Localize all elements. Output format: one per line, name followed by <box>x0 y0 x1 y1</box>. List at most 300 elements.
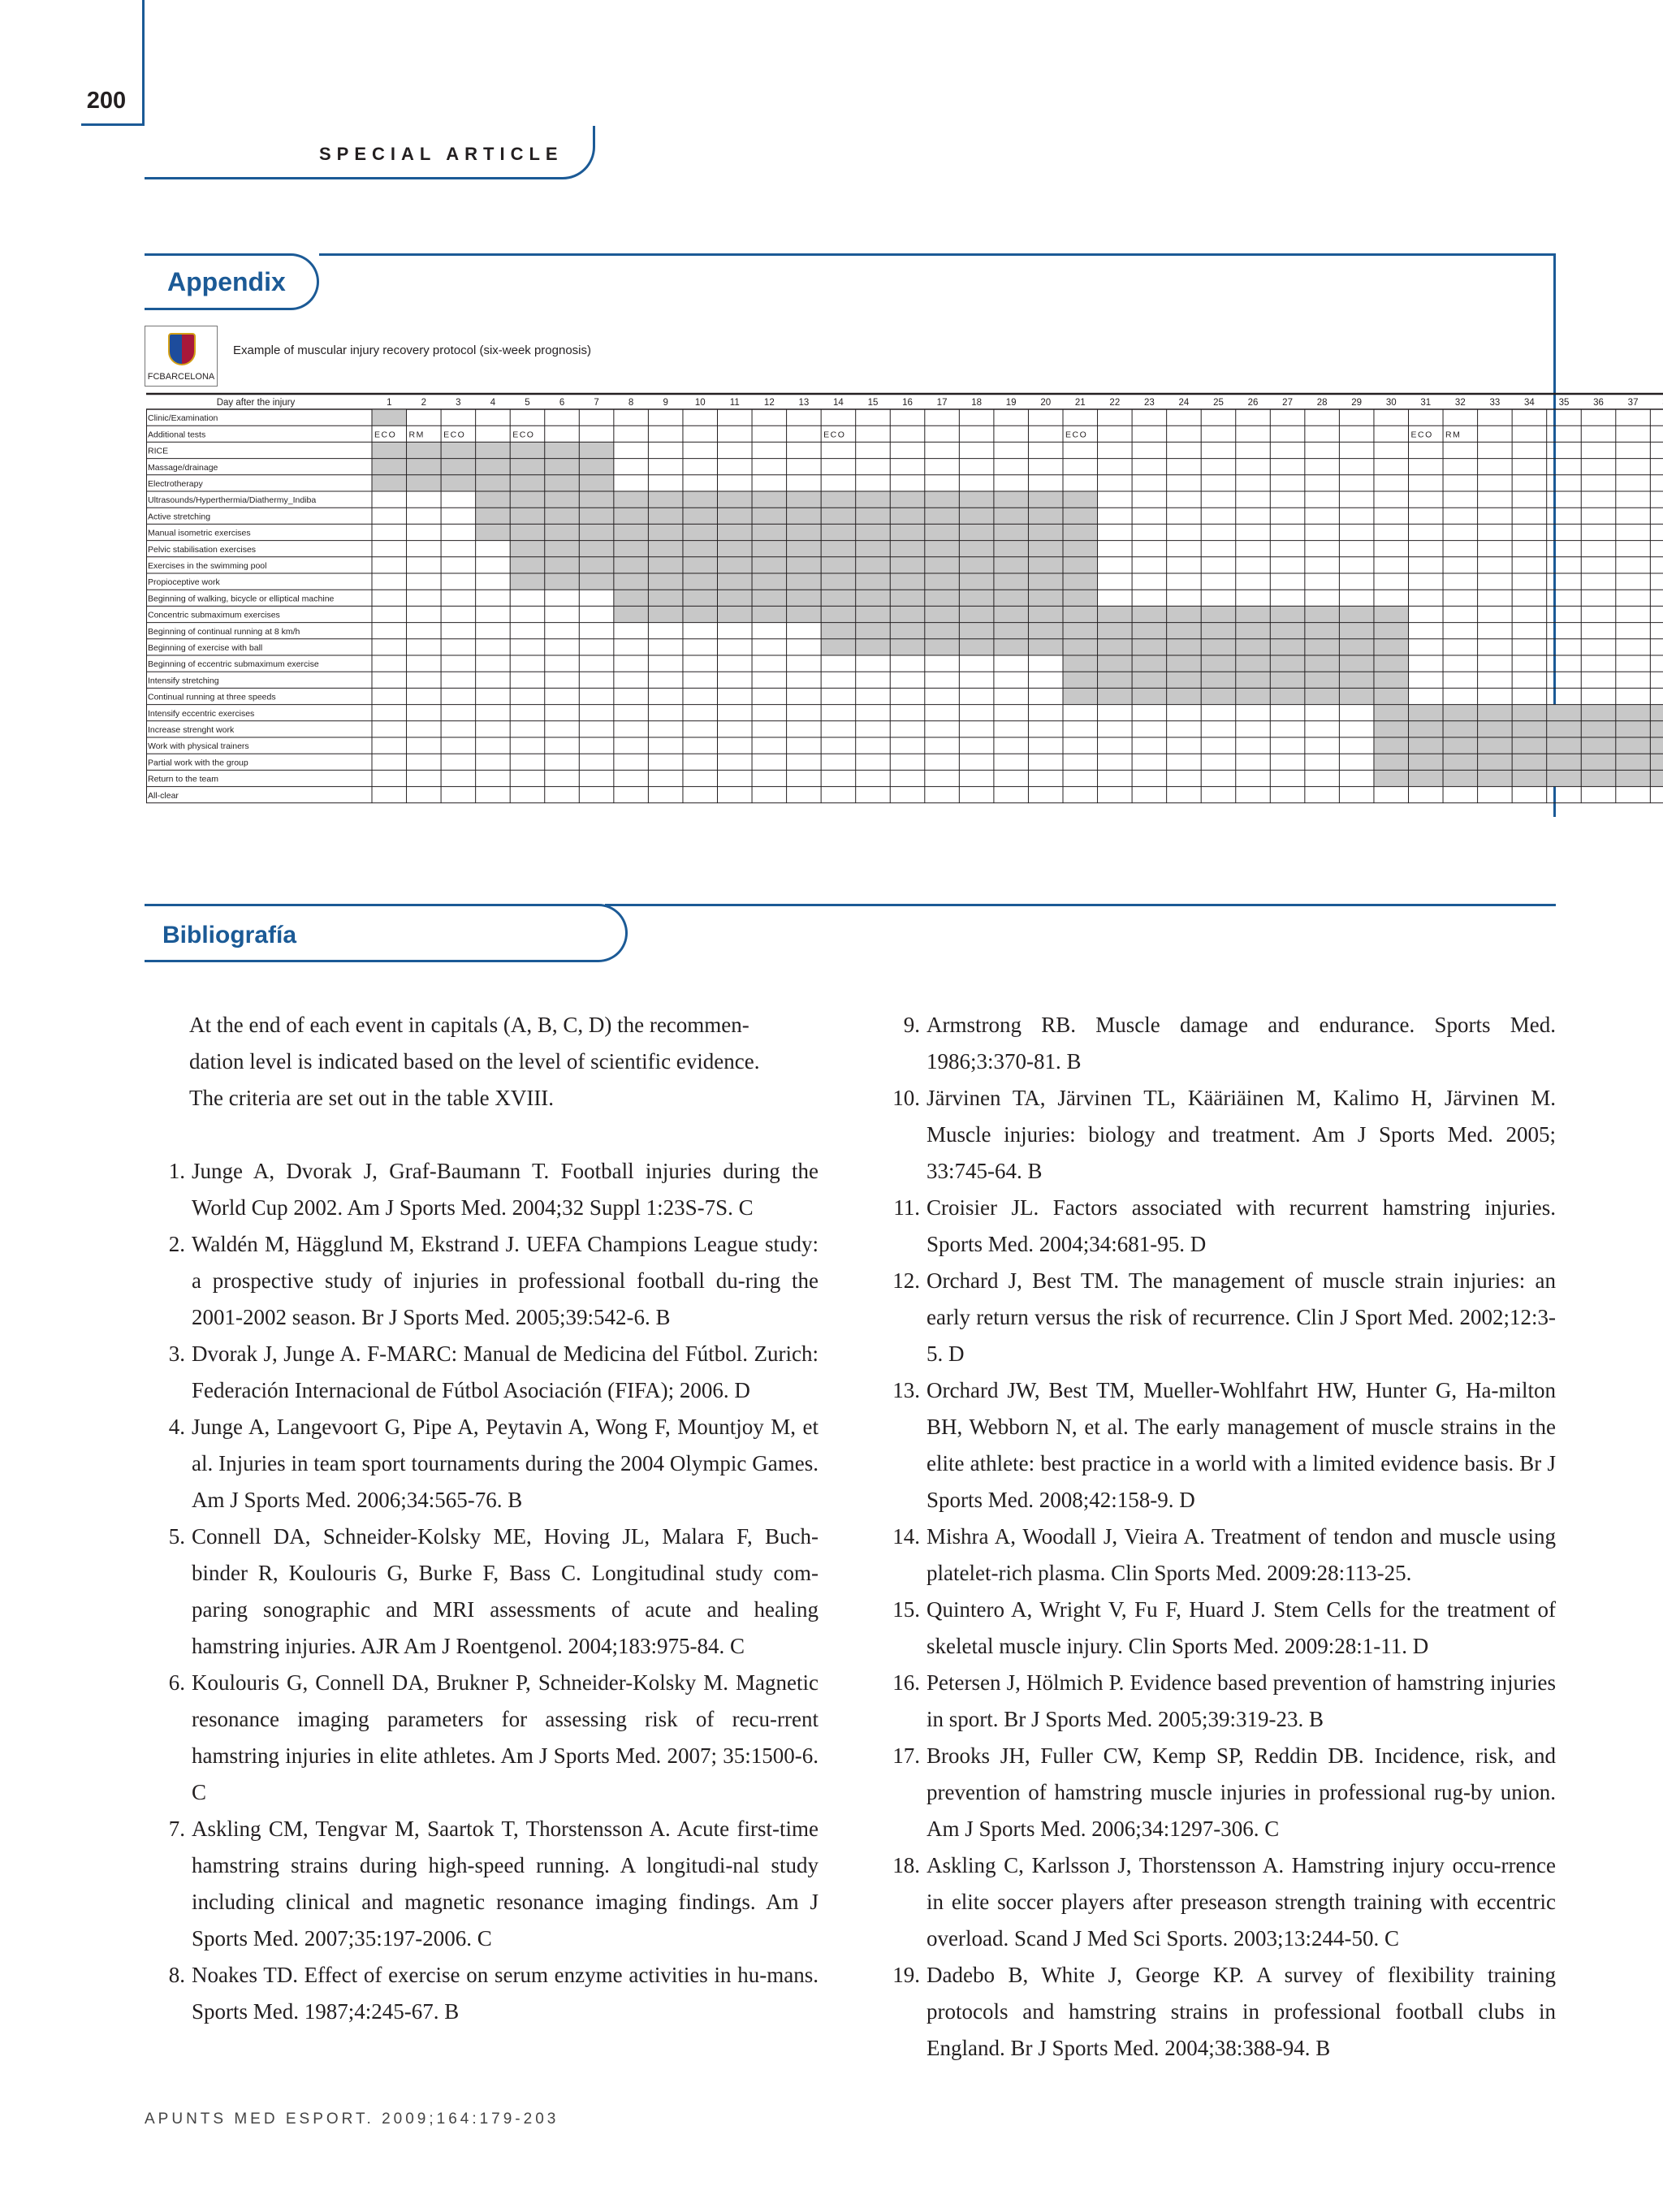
day-column-label: 31 <box>1420 398 1432 408</box>
filled-cell <box>752 508 787 524</box>
filled-cell <box>1063 508 1098 524</box>
filled-cell <box>1650 737 1663 754</box>
filled-cell <box>1028 524 1063 540</box>
appendix-top-rule <box>319 253 1556 256</box>
filled-cell <box>1374 606 1409 622</box>
filled-cell <box>1650 705 1663 721</box>
filled-cell <box>1581 721 1616 737</box>
filled-cell <box>510 541 545 557</box>
reference-item <box>884 1519 1556 1592</box>
filled-cell <box>614 508 649 524</box>
filled-cell <box>1236 623 1271 639</box>
filled-cell <box>1098 655 1133 672</box>
filled-cell <box>752 590 787 606</box>
test-cell-text: ECO <box>374 430 397 440</box>
filled-cell <box>890 508 925 524</box>
filled-cell <box>856 590 891 606</box>
filled-cell <box>1581 737 1616 754</box>
protocol-row-label: Electrotherapy <box>148 479 203 489</box>
filled-cell <box>407 475 442 491</box>
filled-cell <box>856 508 891 524</box>
filled-cell <box>648 590 683 606</box>
filled-cell <box>1443 770 1478 786</box>
filled-cell <box>372 442 407 458</box>
filled-cell <box>925 590 960 606</box>
reference-item <box>149 1519 819 1665</box>
filled-cell <box>579 459 614 475</box>
filled-cell <box>1063 590 1098 606</box>
filled-cell <box>1478 754 1513 770</box>
filled-cell <box>648 606 683 622</box>
journal-footer: APUNTS MED ESPORT. 2009;164:179-203 <box>145 2110 559 2128</box>
day-column-label: 26 <box>1247 398 1259 408</box>
filled-cell <box>579 508 614 524</box>
reference-number: 14. <box>892 1524 920 1549</box>
filled-cell <box>1236 688 1271 704</box>
filled-cell <box>718 508 753 524</box>
filled-cell <box>1028 639 1063 655</box>
filled-cell <box>545 557 580 573</box>
filled-cell <box>718 573 753 590</box>
day-column-label: 2 <box>421 398 427 408</box>
protocol-row-label: Increase strenght work <box>148 725 235 735</box>
filled-cell <box>994 491 1029 508</box>
day-column-label: 12 <box>763 398 775 408</box>
reference-item <box>884 1957 1556 2067</box>
reference-text: Askling C, Karlsson J, Thorstensson A. Hamstring injury occu-rrence in elite soccer players after preseason strength training with eccentric overload. Scand J Med Sci Sports. 2003;13:244-50. C <box>927 1853 1556 1951</box>
filled-cell <box>1547 721 1582 737</box>
reference-number: 3. <box>168 1341 185 1366</box>
filled-cell <box>787 590 822 606</box>
protocol-row-label: All-clear <box>148 790 179 801</box>
filled-cell <box>1374 623 1409 639</box>
filled-cell <box>1167 623 1202 639</box>
filled-cell <box>1547 705 1582 721</box>
reference-text: Waldén M, Hägglund M, Ekstrand J. UEFA Champions League study: a prospective study of injuries in professional football du-ring the 2001-2002 season. Br J Sports Med. 2005;39:542-6. B <box>192 1232 819 1329</box>
filled-cell <box>510 508 545 524</box>
reference-item <box>149 1153 819 1226</box>
filled-cell <box>1236 672 1271 688</box>
filled-cell <box>1581 770 1616 786</box>
filled-cell <box>821 508 856 524</box>
filled-cell <box>1201 672 1236 688</box>
filled-cell <box>925 557 960 573</box>
protocol-row-label: Continual running at three speeds <box>148 692 276 702</box>
filled-cell <box>1512 737 1547 754</box>
reference-text: Koulouris G, Connell DA, Brukner P, Schneider-Kolsky M. Magnetic resonance imaging parameters for assessing risk of recu-rrent hamstring injuries in elite athletes. Am J Sports Med. 2007; 35:1500-6. C <box>192 1670 819 1804</box>
filled-cell <box>1374 705 1409 721</box>
filled-cell <box>683 541 718 557</box>
protocol-row-label: RICE <box>148 446 169 456</box>
day-column-label: 11 <box>729 398 740 408</box>
filled-cell <box>925 623 960 639</box>
filled-cell <box>1616 705 1651 721</box>
filled-cell <box>1270 688 1305 704</box>
filled-cell <box>752 573 787 590</box>
filled-cell <box>1443 737 1478 754</box>
filled-cell <box>441 459 476 475</box>
day-column-label: 15 <box>867 398 879 408</box>
filled-cell <box>1132 623 1167 639</box>
reference-item <box>149 1409 819 1519</box>
filled-cell <box>925 639 960 655</box>
intro-line: At the end of each event in capitals (A, B, C, D) the recommen- <box>189 1013 749 1037</box>
reference-text: Mishra A, Woodall J, Vieira A. Treatment of tendon and muscle using platelet-rich plasma. Clin Sports Med. 2009:28:113-25. <box>927 1524 1556 1585</box>
filled-cell <box>821 491 856 508</box>
filled-cell <box>1374 754 1409 770</box>
filled-cell <box>1028 491 1063 508</box>
filled-cell <box>648 508 683 524</box>
filled-cell <box>614 524 649 540</box>
protocol-row-label: Intensify stretching <box>148 676 219 686</box>
day-column-label: 22 <box>1109 398 1121 408</box>
filled-cell <box>1409 705 1444 721</box>
filled-cell <box>1201 623 1236 639</box>
filled-cell <box>856 524 891 540</box>
filled-cell <box>718 524 753 540</box>
filled-cell <box>994 557 1029 573</box>
protocol-row-label: Manual isometric exercises <box>148 528 251 538</box>
filled-cell <box>579 491 614 508</box>
reference-item <box>884 1847 1556 1957</box>
filled-cell <box>683 590 718 606</box>
reference-text: Orchard J, Best TM. The management of muscle strain injuries: an early return versus the risk of recurrence. Clin J Sport Med. 2002;12:3-5. D <box>927 1268 1556 1366</box>
reference-number: 12. <box>892 1268 920 1293</box>
filled-cell <box>959 491 994 508</box>
filled-cell <box>1409 737 1444 754</box>
day-column-label: 36 <box>1593 398 1604 408</box>
filled-cell <box>1063 639 1098 655</box>
protocol-row-label: Concentric submaximum exercises <box>148 610 280 620</box>
filled-cell <box>787 508 822 524</box>
filled-cell <box>1478 770 1513 786</box>
filled-cell <box>1098 639 1133 655</box>
filled-cell <box>994 524 1029 540</box>
filled-cell <box>1616 721 1651 737</box>
bibliography-heading: Bibliografía <box>162 922 297 948</box>
protocol-row-label: Ultrasounds/Hyperthermia/Diathermy_Indiba <box>148 495 317 506</box>
filled-cell <box>1305 655 1340 672</box>
filled-cell <box>1443 754 1478 770</box>
day-column-label: 23 <box>1143 398 1155 408</box>
reference-number: 15. <box>892 1597 920 1622</box>
filled-cell <box>994 590 1029 606</box>
reference-number: 7. <box>168 1817 185 1841</box>
filled-cell <box>510 557 545 573</box>
filled-cell <box>1374 721 1409 737</box>
day-column-label: 33 <box>1489 398 1501 408</box>
reference-number: 8. <box>168 1963 185 1987</box>
day-column-label: 30 <box>1385 398 1397 408</box>
filled-cell <box>959 508 994 524</box>
filled-cell <box>1374 770 1409 786</box>
filled-cell <box>510 475 545 491</box>
filled-cell <box>1098 672 1133 688</box>
filled-cell <box>821 573 856 590</box>
test-cell-text: RM <box>1445 430 1462 440</box>
filled-cell <box>1478 705 1513 721</box>
filled-cell <box>476 475 511 491</box>
appendix-heading-tab <box>145 253 319 310</box>
filled-cell <box>856 541 891 557</box>
filled-cell <box>614 557 649 573</box>
filled-cell <box>1374 688 1409 704</box>
filled-cell <box>510 442 545 458</box>
reference-item <box>884 1372 1556 1519</box>
reference-number: 18. <box>892 1853 920 1877</box>
filled-cell <box>1098 623 1133 639</box>
filled-cell <box>614 573 649 590</box>
day-column-label: 20 <box>1040 398 1052 408</box>
filled-cell <box>683 524 718 540</box>
bibliography-intro <box>189 1007 819 1117</box>
filled-cell <box>476 442 511 458</box>
filled-cell <box>959 606 994 622</box>
reference-number: 10. <box>892 1086 920 1110</box>
filled-cell <box>959 557 994 573</box>
club-logo-text: FCBARCELONA <box>147 372 215 382</box>
day-column-label: 8 <box>628 398 634 408</box>
protocol-row-label: Massage/drainage <box>148 462 218 473</box>
filled-cell <box>1132 655 1167 672</box>
filled-cell <box>890 541 925 557</box>
filled-cell <box>821 623 856 639</box>
bibliography-top-rule <box>605 904 1556 906</box>
filled-cell <box>821 606 856 622</box>
protocol-row-label: Propioceptive work <box>148 577 220 588</box>
filled-cell <box>856 639 891 655</box>
reference-number: 2. <box>168 1232 185 1256</box>
protocol-row-label: Return to the team <box>148 774 218 784</box>
filled-cell <box>925 524 960 540</box>
filled-cell <box>683 557 718 573</box>
reference-number: 13. <box>892 1378 920 1402</box>
filled-cell <box>994 508 1029 524</box>
reference-number: 4. <box>168 1415 185 1439</box>
filled-cell <box>1512 770 1547 786</box>
day-column-label: 32 <box>1454 398 1466 408</box>
filled-cell <box>1409 721 1444 737</box>
filled-cell <box>994 639 1029 655</box>
reference-text: Petersen J, Hölmich P. Evidence based prevention of hamstring injuries in sport. Br J Sports Med. 2005;39:319-23. B <box>927 1670 1556 1731</box>
day-column-label: 29 <box>1351 398 1363 408</box>
reference-number: 6. <box>168 1670 185 1695</box>
filled-cell <box>510 459 545 475</box>
reference-text: Orchard JW, Best TM, Mueller-Wohlfahrt HW, Hunter G, Ha-milton BH, Webborn N, et al. The early management of muscle strains in the elite athlete: best practice in a world with a limited evidence basis. Br J Sports Med. 2008;42:158-9. D <box>927 1378 1556 1512</box>
filled-cell <box>1339 639 1374 655</box>
reference-text: Connell DA, Schneider-Kolsky ME, Hoving JL, Malara F, Buch-binder R, Koulouris G, Burke F, Bass C. Longitudinal study com-paring sonographic and MRI assessments of acute and healing hamstring injuries. AJR Am J Roentgenol. 2004;183:975-84. C <box>192 1524 819 1658</box>
filled-cell <box>614 590 649 606</box>
filled-cell <box>821 557 856 573</box>
filled-cell <box>1270 623 1305 639</box>
filled-cell <box>1167 639 1202 655</box>
filled-cell <box>1167 672 1202 688</box>
filled-cell <box>890 524 925 540</box>
filled-cell <box>752 557 787 573</box>
day-column-label: 10 <box>694 398 706 408</box>
filled-cell <box>821 524 856 540</box>
filled-cell <box>579 573 614 590</box>
day-column-label: 28 <box>1316 398 1328 408</box>
filled-cell <box>510 573 545 590</box>
filled-cell <box>718 557 753 573</box>
intro-line: dation level is indicated based on the level of scientific evidence. <box>189 1049 760 1074</box>
protocol-row-label: Exercises in the swimming pool <box>148 561 267 571</box>
filled-cell <box>1270 606 1305 622</box>
filled-cell <box>1167 688 1202 704</box>
filled-cell <box>1547 754 1582 770</box>
reference-number: 9. <box>903 1013 920 1037</box>
filled-cell <box>787 541 822 557</box>
filled-cell <box>476 459 511 475</box>
filled-cell <box>1374 655 1409 672</box>
filled-cell <box>718 590 753 606</box>
filled-cell <box>959 623 994 639</box>
filled-cell <box>1236 606 1271 622</box>
filled-cell <box>1236 655 1271 672</box>
filled-cell <box>1028 606 1063 622</box>
filled-cell <box>614 606 649 622</box>
protocol-row-label: Beginning of exercise with ball <box>148 643 263 653</box>
day-column-label: 1 <box>387 398 392 408</box>
filled-cell <box>441 475 476 491</box>
protocol-row-label: Partial work with the group <box>148 758 248 768</box>
filled-cell <box>890 491 925 508</box>
filled-cell <box>1236 639 1271 655</box>
filled-cell <box>545 475 580 491</box>
filled-cell <box>1132 639 1167 655</box>
filled-cell <box>648 524 683 540</box>
day-column-label: 34 <box>1524 398 1535 408</box>
filled-cell <box>1201 688 1236 704</box>
day-column-label: 25 <box>1213 398 1224 408</box>
filled-cell <box>1063 573 1098 590</box>
filled-cell <box>1028 557 1063 573</box>
reference-item <box>884 1007 1556 1080</box>
filled-cell <box>648 573 683 590</box>
club-crest-icon <box>168 333 196 365</box>
filled-cell <box>1547 770 1582 786</box>
filled-cell <box>787 524 822 540</box>
filled-cell <box>718 606 753 622</box>
filled-cell <box>856 623 891 639</box>
filled-cell <box>1063 623 1098 639</box>
reference-item <box>149 1226 819 1336</box>
filled-cell <box>1339 655 1374 672</box>
reference-number: 17. <box>892 1743 920 1768</box>
filled-cell <box>1339 606 1374 622</box>
filled-cell <box>925 573 960 590</box>
filled-cell <box>1581 754 1616 770</box>
reference-text: Armstrong RB. Muscle damage and endurance. Sports Med. 1986;3:370-81. B <box>927 1013 1556 1074</box>
day-column-label: 24 <box>1178 398 1190 408</box>
filled-cell <box>372 459 407 475</box>
filled-cell <box>821 541 856 557</box>
test-cell-text: ECO <box>1410 430 1433 440</box>
filled-cell <box>1443 705 1478 721</box>
filled-cell <box>1305 688 1340 704</box>
filled-cell <box>1512 705 1547 721</box>
reference-list-left <box>149 1153 819 2030</box>
day-column-label: 16 <box>902 398 913 408</box>
day-column-label: 3 <box>456 398 461 408</box>
filled-cell <box>683 573 718 590</box>
filled-cell <box>510 524 545 540</box>
filled-cell <box>579 442 614 458</box>
filled-cell <box>476 508 511 524</box>
filled-cell <box>545 508 580 524</box>
filled-cell <box>1409 770 1444 786</box>
reference-number: 19. <box>892 1963 920 1987</box>
reference-text: Askling CM, Tengvar M, Saartok T, Thorstensson A. Acute first-time hamstring strains during high-speed running. A longitudi-nal study including clinical and magnetic resonance imaging findings. Am J Sports Med. 2007;35:197-2006. C <box>192 1817 819 1951</box>
filled-cell <box>1063 655 1098 672</box>
filled-cell <box>1512 754 1547 770</box>
filled-cell <box>407 442 442 458</box>
filled-cell <box>614 491 649 508</box>
filled-cell <box>476 524 511 540</box>
filled-cell <box>821 590 856 606</box>
day-column-label: 5 <box>525 398 530 408</box>
filled-cell <box>510 491 545 508</box>
reference-item <box>149 1336 819 1409</box>
reference-number: 16. <box>892 1670 920 1695</box>
reference-item <box>149 1957 819 2030</box>
filled-cell <box>994 606 1029 622</box>
section-label-tab <box>145 126 595 179</box>
filled-cell <box>545 491 580 508</box>
filled-cell <box>925 541 960 557</box>
reference-item <box>884 1190 1556 1263</box>
filled-cell <box>959 541 994 557</box>
filled-cell <box>1201 655 1236 672</box>
filled-cell <box>787 491 822 508</box>
filled-cell <box>752 541 787 557</box>
reference-item <box>884 1080 1556 1190</box>
filled-cell <box>1305 623 1340 639</box>
filled-cell <box>752 606 787 622</box>
filled-cell <box>1028 541 1063 557</box>
filled-cell <box>856 557 891 573</box>
reference-item <box>884 1738 1556 1847</box>
reference-text: Dadebo B, White J, George KP. A survey of flexibility training protocols and hamstring strains in professional football clubs in England. Br J Sports Med. 2004;38:388-94. B <box>927 1963 1556 2060</box>
filled-cell <box>545 541 580 557</box>
reference-text: Dvorak J, Junge A. F-MARC: Manual de Medicina del Fútbol. Zurich: Federación Internacional de Fútbol Asociación (FIFA); 2006. D <box>192 1341 819 1402</box>
filled-cell <box>1650 754 1663 770</box>
section-label: SPECIAL ARTICLE <box>319 144 564 164</box>
filled-cell <box>959 639 994 655</box>
reference-text: Quintero A, Wright V, Fu F, Huard J. Stem Cells for the treatment of skeletal muscle injury. Clin Sports Med. 2009:28:1-11. D <box>927 1597 1556 1658</box>
filled-cell <box>579 475 614 491</box>
page-number-rule <box>81 123 145 126</box>
day-column-label: 27 <box>1282 398 1293 408</box>
filled-cell <box>890 557 925 573</box>
filled-cell <box>1063 688 1098 704</box>
filled-cell <box>856 606 891 622</box>
filled-cell <box>787 557 822 573</box>
filled-cell <box>718 541 753 557</box>
filled-cell <box>959 590 994 606</box>
filled-cell <box>1616 770 1651 786</box>
day-column-label: 18 <box>971 398 983 408</box>
filled-cell <box>994 541 1029 557</box>
reference-list-right <box>884 1007 1556 2067</box>
filled-cell <box>1098 606 1133 622</box>
protocol-row-label: Clinic/Examination <box>148 413 218 424</box>
filled-cell <box>545 442 580 458</box>
filled-cell <box>856 573 891 590</box>
filled-cell <box>372 475 407 491</box>
filled-cell <box>890 590 925 606</box>
